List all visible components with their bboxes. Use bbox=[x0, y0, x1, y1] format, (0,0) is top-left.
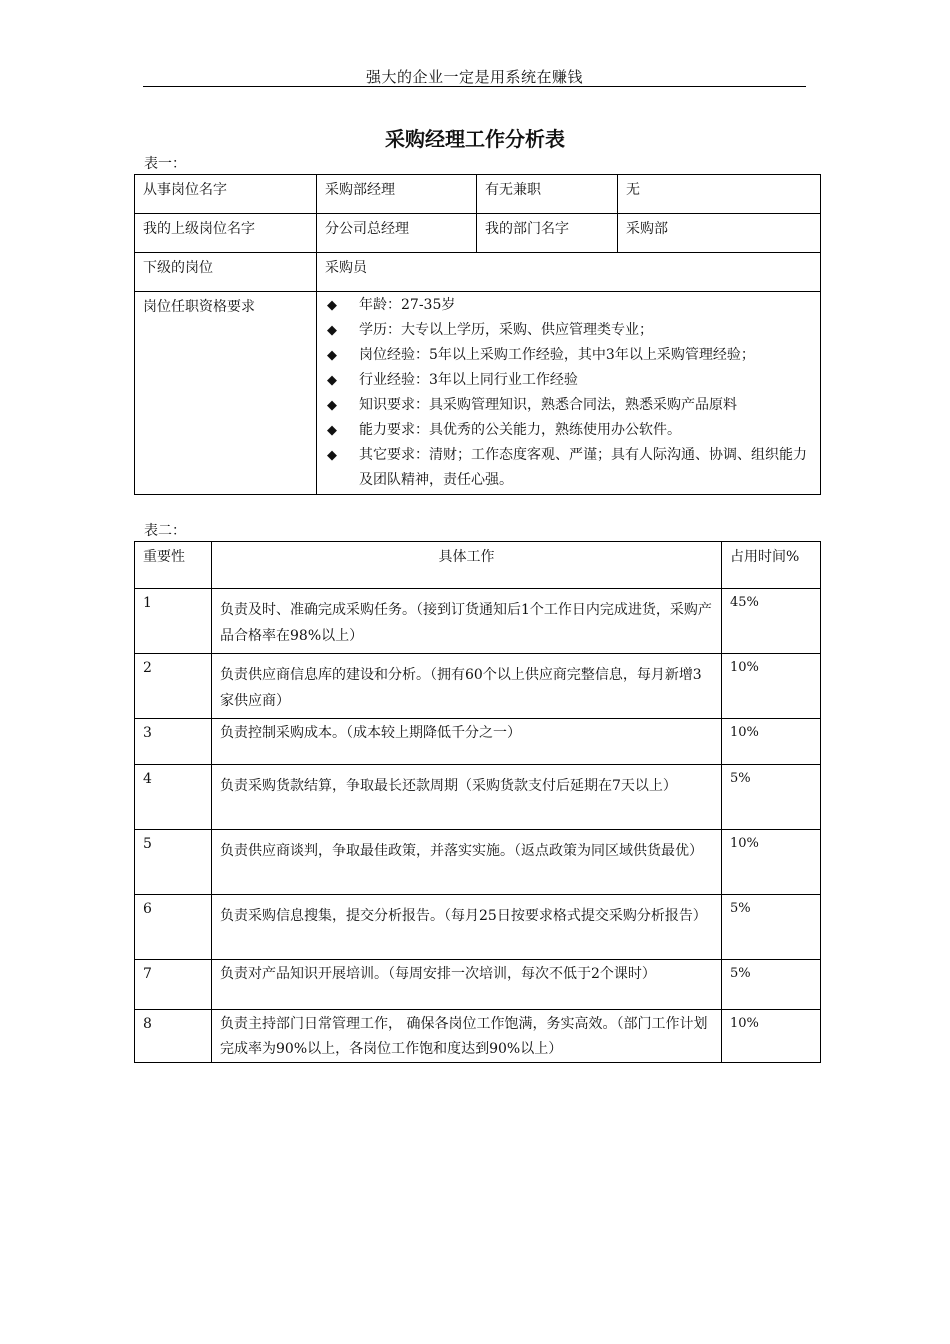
task-rank: 7 bbox=[135, 960, 212, 1010]
table-row bbox=[135, 214, 821, 253]
task-description: 负责控制采购成本。（成本较上期降低千分之一） bbox=[212, 719, 722, 765]
table-row bbox=[135, 253, 821, 292]
superior-label: 我的上级岗位名字 bbox=[135, 214, 317, 253]
diamond-bullet-icon: ◆ bbox=[327, 348, 337, 363]
diamond-bullet-icon: ◆ bbox=[327, 373, 337, 388]
header-work: 具体工作 bbox=[212, 542, 722, 589]
task-rank: 4 bbox=[135, 765, 212, 830]
part-time-label: 有无兼职 bbox=[477, 175, 618, 214]
work-tasks-table bbox=[134, 541, 821, 1063]
task-time: 5% bbox=[722, 960, 821, 1010]
task-rank: 2 bbox=[135, 654, 212, 719]
table-header-row bbox=[135, 542, 821, 589]
task-description: 负责供应商信息库的建设和分析。（拥有60个以上供应商完整信息，每月新增3家供应商） bbox=[212, 654, 722, 719]
task-time: 10% bbox=[722, 830, 821, 895]
task-rank: 5 bbox=[135, 830, 212, 895]
list-item: ◆ 知识要求：具采购管理知识，熟悉合同法，熟悉采购产品原料 bbox=[325, 393, 812, 418]
task-time: 5% bbox=[722, 765, 821, 830]
job-info-table bbox=[134, 174, 821, 495]
task-description: 负责对产品知识开展培训。（每周安排一次培训，每次不低于2个课时） bbox=[212, 960, 722, 1010]
table-row bbox=[135, 895, 821, 960]
table1-caption: 表一： bbox=[144, 156, 186, 172]
task-time: 45% bbox=[722, 589, 821, 654]
diamond-bullet-icon: ◆ bbox=[327, 448, 337, 463]
table-row bbox=[135, 830, 821, 895]
table-row bbox=[135, 589, 821, 654]
diamond-bullet-icon: ◆ bbox=[327, 323, 337, 338]
subordinate-label: 下级的岗位 bbox=[135, 253, 317, 292]
task-description: 负责采购信息搜集，提交分析报告。（每月25日按要求格式提交采购分析报告） bbox=[212, 895, 722, 960]
table-row bbox=[135, 1010, 821, 1063]
requirements-list bbox=[325, 293, 812, 493]
table-row bbox=[135, 719, 821, 765]
table-row bbox=[135, 765, 821, 830]
header-time: 占用时间% bbox=[722, 542, 821, 589]
list-item: ◆ 能力要求：具优秀的公关能力，熟练使用办公软件。 bbox=[325, 418, 812, 443]
superior-value: 分公司总经理 bbox=[317, 214, 477, 253]
job-title-label: 从事岗位名字 bbox=[135, 175, 317, 214]
diamond-bullet-icon: ◆ bbox=[327, 423, 337, 438]
task-time: 10% bbox=[722, 654, 821, 719]
part-time-value: 无 bbox=[618, 175, 821, 214]
list-item: ◆ 其它要求：清财；工作态度客观、严谨；具有人际沟通、协调、组织能力及团队精神，责任心强。 bbox=[325, 443, 812, 493]
task-rank: 3 bbox=[135, 719, 212, 765]
task-rank: 6 bbox=[135, 895, 212, 960]
table-row bbox=[135, 292, 821, 495]
task-description: 负责主持部门日常管理工作， 确保各岗位工作饱满，务实高效。（部门工作计划完成率为90%以上，各岗位工作饱和度达到90%以上） bbox=[212, 1010, 722, 1063]
table-row bbox=[135, 654, 821, 719]
table-row bbox=[135, 175, 821, 214]
list-item: ◆ 年龄：27-35岁 bbox=[325, 293, 812, 318]
department-label: 我的部门名字 bbox=[477, 214, 618, 253]
diamond-bullet-icon: ◆ bbox=[327, 298, 337, 313]
requirements-label: 岗位任职资格要求 bbox=[135, 292, 317, 495]
table-row bbox=[135, 960, 821, 1010]
task-time: 10% bbox=[722, 719, 821, 765]
diamond-bullet-icon: ◆ bbox=[327, 398, 337, 413]
page-header bbox=[143, 64, 806, 87]
task-description: 负责及时、准确完成采购任务。（接到订货通知后1个工作日内完成进货，采购产品合格率在98%以上） bbox=[212, 589, 722, 654]
table2-caption: 表二： bbox=[144, 523, 186, 539]
requirements-cell bbox=[317, 292, 821, 495]
list-item: ◆ 行业经验：3年以上同行业工作经验 bbox=[325, 368, 812, 393]
document-title: 采购经理工作分析表 bbox=[385, 127, 565, 151]
task-rank: 8 bbox=[135, 1010, 212, 1063]
task-time: 10% bbox=[722, 1010, 821, 1063]
job-title-value: 采购部经理 bbox=[317, 175, 477, 214]
header-importance: 重要性 bbox=[135, 542, 212, 589]
task-description: 负责采购货款结算，争取最长还款周期（采购货款支付后延期在7天以上） bbox=[212, 765, 722, 830]
task-rank: 1 bbox=[135, 589, 212, 654]
list-item: ◆ 岗位经验：5年以上采购工作经验，其中3年以上采购管理经验； bbox=[325, 343, 812, 368]
subordinate-value: 采购员 bbox=[317, 253, 821, 292]
header-slogan: 强大的企业一定是用系统在赚钱 bbox=[365, 68, 583, 86]
task-time: 5% bbox=[722, 895, 821, 960]
task-description: 负责供应商谈判，争取最佳政策，并落实实施。（返点政策为同区域供货最优） bbox=[212, 830, 722, 895]
department-value: 采购部 bbox=[618, 214, 821, 253]
list-item: ◆ 学历：大专以上学历，采购、供应管理类专业； bbox=[325, 318, 812, 343]
